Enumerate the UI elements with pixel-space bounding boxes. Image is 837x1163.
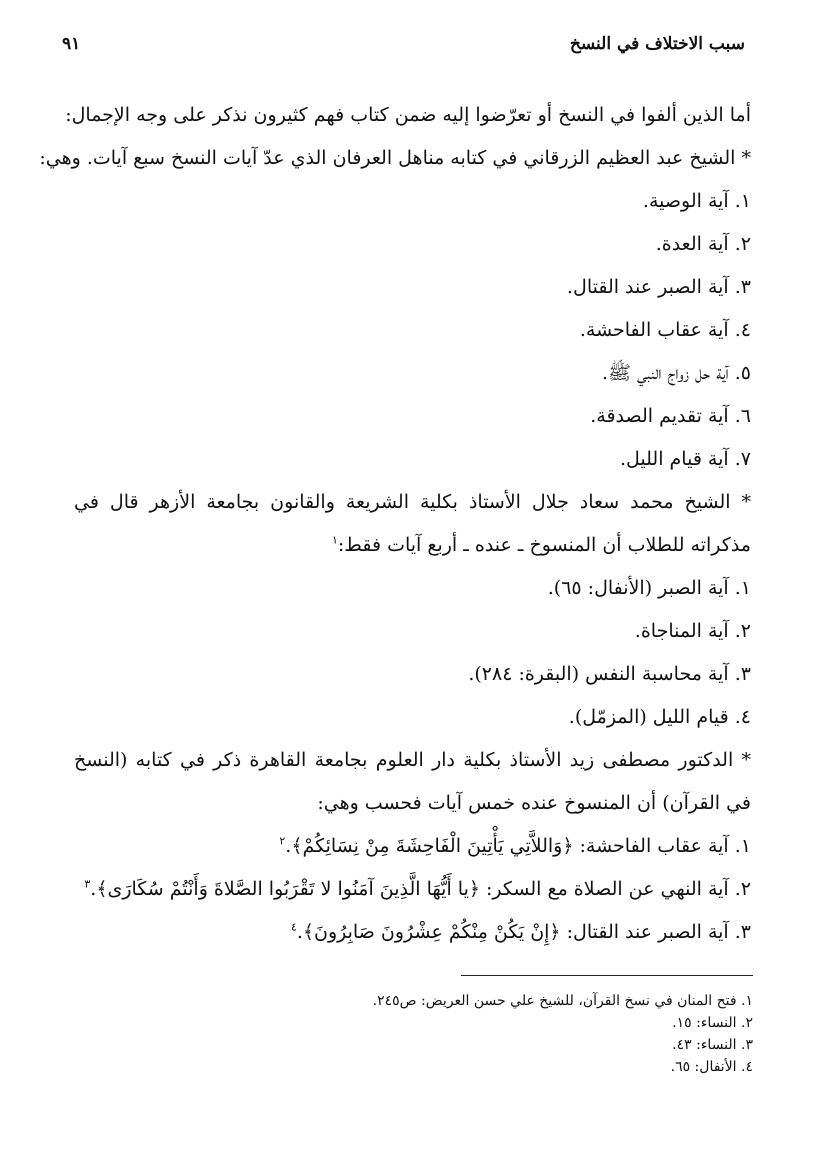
list-item: ٣. آية محاسبة النفس (البقرة: ٢٨٤). <box>468 663 751 685</box>
footnote: ٢. النساء: ١٥. <box>672 1015 753 1031</box>
running-title: سبب الاختلاف في النسخ <box>569 34 745 54</box>
footnote-divider <box>461 975 753 976</box>
footnote-ref: ٣ <box>84 877 91 891</box>
list-item: ١. آية الصبر (الأنفال: ٦٥). <box>547 577 751 599</box>
footnote-ref: ٤ <box>290 920 297 934</box>
list-item: ١. آية عقاب الفاحشة: ﴿وَاللاَّتِي يَأْتِينَ الْفَاحِشَةَ مِنْ نِسَائِكُمْ﴾.$^٢$ <box>279 834 751 857</box>
paragraph-jalal: * الشيخ محمد سعاد جلال الأستاذ بكلية الشريعة والقانون بجامعة الأزهر قال في <box>74 491 751 513</box>
list-item: ١. آية الوصية. <box>642 190 751 212</box>
list-item: ٢. آية النهي عن الصلاة مع السكر: ﴿يا أَيُّهَا الَّذِينَ آمَنُوا لا تَقْرَبُوا الصَّلاةَ وَأَنْتُمْ سُكَارَى﴾.$^٣$ <box>84 877 751 900</box>
list-item: ٤. قيام الليل (المزمّل). <box>568 706 751 728</box>
running-header <box>62 30 745 60</box>
list-item: ٣. آية الصبر عند القتال: ﴿إِنْ يَكُنْ مِنْكُمْ عِشْرُونَ صَابِرُونَ﴾.$^٤$ <box>290 920 751 943</box>
list-item: ٧. آية قيام الليل. <box>619 448 751 470</box>
list-item: ٢. آية العدة. <box>655 233 751 255</box>
page-number: ٩١ <box>62 34 81 54</box>
footnote: ١. فتح المنان في نسخ القرآن، للشيخ علي حسن العريض: ص٢٤٥. <box>372 993 753 1009</box>
footnotes <box>74 990 753 1078</box>
footnote-ref: ٢ <box>279 834 286 848</box>
paragraph-zaid: * الدكتور مصطفى زيد الأستاذ بكلية دار العلوم بجامعة القاهرة ذكر في كتابه (النسخ <box>74 749 751 771</box>
footnote: ٣. النساء: ٤٣. <box>672 1037 753 1053</box>
list-item: ٥. آية حل زواج النبي ﷺ. <box>601 362 751 384</box>
footnote: ٤. الأنفال: ٦٥. <box>670 1059 753 1075</box>
paragraph-jalal-cont: مذكراته للطلاب أن المنسوخ ـ عنده ـ أربع آيات فقط:$^١$ <box>331 533 751 556</box>
list-item: ٤. آية عقاب الفاحشة. <box>579 319 751 341</box>
footnote-ref: ١ <box>331 533 338 547</box>
main-text <box>39 94 751 954</box>
list-item: ٣. آية الصبر عند القتال. <box>566 276 751 298</box>
intro-line: أما الذين ألفوا في النسخ أو تعرّضوا إليه ضمن كتاب فهم كثيرون نذكر على وجه الإجمال: <box>65 104 751 126</box>
list-item: ٢. آية المناجاة. <box>634 620 751 642</box>
list-item: ٦. آية تقديم الصدقة. <box>590 405 751 427</box>
paragraph-zurqani: * الشيخ عبد العظيم الزرقاني في كتابه مناهل العرفان الذي عدّ آيات النسخ سبع آيات. وهي: <box>39 147 751 169</box>
paragraph-zaid-cont: في القرآن) أن المنسوخ عنده خمس آيات فحسب وهي: <box>317 792 751 814</box>
